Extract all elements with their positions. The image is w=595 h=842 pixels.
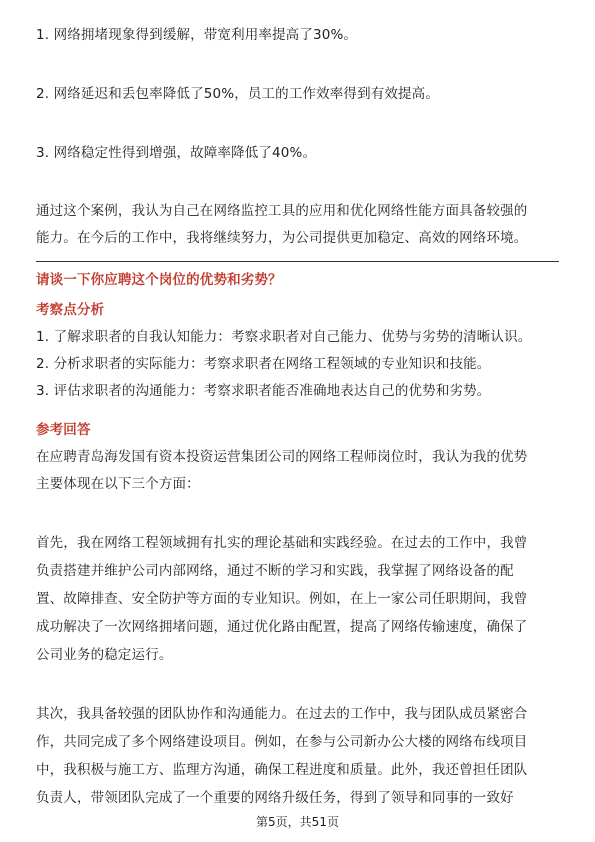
analysis-item-3: 3. 评估求职者的沟通能力：考察求职者能否准确地表达自己的优势和劣势。	[36, 383, 491, 399]
answer-first-line-2: 负责搭建并维护公司内部网络，通过不断的学习和实践，我掌握了网络设备的配	[36, 563, 514, 579]
answer-first-line-4: 成功解决了一次网络拥堵问题，通过优化路由配置，提高了网络传输速度，确保了	[36, 619, 528, 635]
answer-intro-line-2: 主要体现在以下三个方面：	[36, 476, 200, 492]
page-number-footer: 第5页，共51页	[256, 815, 339, 829]
conclusion-line-1: 通过这个案例，我认为自己在网络监控工具的应用和优化网络性能方面具备较强的	[36, 203, 528, 219]
answer-second-line-4: 负责人，带领团队完成了一个重要的网络升级任务，得到了领导和同事的一致好	[36, 790, 514, 806]
answer-second-line-2: 作，共同完成了多个网络建设项目。例如，在参与公司新办公大楼的网络布线项目	[36, 734, 528, 750]
answer-first-line-1: 首先，我在网络工程领域拥有扎实的理论基础和实践经验。在过去的工作中，我曾	[36, 535, 528, 551]
analysis-item-2: 2. 分析求职者的实际能力：考察求职者在网络工程领域的专业知识和技能。	[36, 356, 491, 372]
answer-first-line-3: 置、故障排查、安全防护等方面的专业知识。例如，在上一家公司任职期间，我曾	[36, 591, 528, 607]
section-divider	[36, 261, 559, 262]
answer-intro-line-1: 在应聘青岛海发国有资本投资运营集团公司的网络工程师岗位时，我认为我的优势	[36, 449, 528, 465]
document-page	[36, 0, 559, 842]
answer-heading: 参考回答	[36, 422, 91, 438]
analysis-item-1: 1. 了解求职者的自我认知能力：考察求职者对自己能力、优势与劣势的清晰认识。	[36, 329, 532, 345]
result-item-3: 3. 网络稳定性得到增强，故障率降低了40%。	[36, 145, 317, 161]
analysis-heading: 考察点分析	[36, 302, 105, 318]
answer-first-line-5: 公司业务的稳定运行。	[36, 647, 173, 663]
answer-second-line-3: 中，我积极与施工方、监理方沟通，确保工程进度和质量。此外，我还曾担任团队	[36, 762, 528, 778]
result-item-1: 1. 网络拥堵现象得到缓解，带宽利用率提高了30%。	[36, 27, 358, 43]
conclusion-line-2: 能力。在今后的工作中，我将继续努力，为公司提供更加稳定、高效的网络环境。	[36, 230, 528, 246]
question-heading: 请谈一下你应聘这个岗位的优势和劣势？	[36, 272, 282, 288]
answer-second-line-1: 其次，我具备较强的团队协作和沟通能力。在过去的工作中，我与团队成员紧密合	[36, 706, 528, 722]
result-item-2: 2. 网络延迟和丢包率降低了50%，员工的工作效率得到有效提高。	[36, 86, 439, 102]
